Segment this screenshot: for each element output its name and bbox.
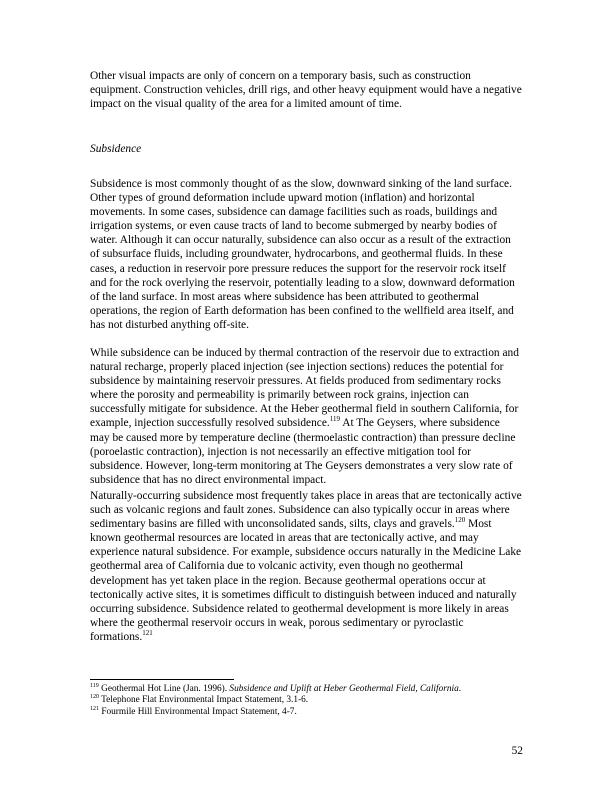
footnote-number: 121 [90, 705, 99, 712]
footnote-ref-120: 120 [454, 516, 466, 525]
page-number: 52 [511, 745, 523, 757]
footnote-number: 119 [90, 683, 99, 689]
footnote-title: Subsidence and Uplift at Heber Geothermal Field, California [229, 684, 459, 694]
paragraph-2-part-2: At The Geysers, where subsidence may be caused more by temperature decline (thermoelastic contraction) than pressure decline (poroelastic contraction), injection is not necessarily an effective mitigation tool for subsidence. However, long-term monitoring at The Geysers demonstrates a very slow rate of subsidence that has no direct environmental impact. [90, 417, 516, 486]
paragraph-3-part-2: Most known geothermal resources are located in areas that are tectonically active, and may experience natural subsidence. For example, subsidence occurs naturally in the Medicine Lake geothermal area of California due to volcanic activity, even though no geothermal development has yet taken place in the region. Because geothermal operations occur at tectonically active sites, it is sometimes difficult to distinguish between induced and naturally occurring subsidence. Subsidence related to geothermal development is more likely in areas where the geothermal reservoir occurs in weak, porous sedimentary or pyroclastic formations. [90, 518, 522, 643]
paragraph-1-text: Subsidence is most commonly thought of as the slow, downward sinking of the land surface. Other types of ground deformation include upward motion (inflation) and horizontal movements. In some cases, subsidence can damage facilities such as roads, buildings and irrigation systems, or even cause tracts of land to become submerged by nearby bodies of water. Although it can occur naturally, subsidence can also occur as a result of the extraction of subsurface fluids, including groundwater, hydrocarbons, and geothermal fluids. In these cases, a reduction in reservoir pore pressure reduces the support for the reservoir rock itself and for the rock overlying the reservoir, potentially leading to a slow, downward deformation of the land surface. In most areas where subsidence has been attributed to geothermal operations, the region of Earth deformation has been confined to the wellfield area itself, and has not disturbed anything off-site. [90, 178, 515, 331]
footnote-119 [90, 684, 530, 695]
intro-paragraph [90, 69, 522, 111]
footnote-end: . [458, 684, 462, 694]
section-heading: Subsidence [90, 143, 142, 155]
paragraph-2-part-1: While subsidence can be induced by thermal contraction of the reservoir due to extraction and natural recharge, properly placed injection (see injection sections) reduces the potential for subsidence by maintaining reservoir pressures. At fields produced from sedimentary rocks where the porosity and permeability is primarily between rock grains, injection can successfully mitigate for subsidence. At the Heber geothermal field in southern California, for example, injection successfully resolved subsidence. [90, 347, 519, 430]
intro-text: Other visual impacts are only of concern on a temporary basis, such as construction equipment. Construction vehicles, drill rigs, and other heavy equipment would have a negative impact on the visual quality of the area for a limited amount of time. [90, 70, 522, 111]
footnote-number: 120 [90, 694, 99, 701]
footnotes [90, 684, 530, 718]
footnote-120 [90, 695, 530, 706]
footnote-divider [90, 679, 234, 680]
footnote-text: Geothermal Hot Line (Jan. 1996). [98, 684, 230, 694]
subsidence-paragraph-3 [90, 489, 522, 644]
subsidence-paragraph-1 [90, 177, 522, 332]
subsidence-paragraph-2 [90, 346, 522, 487]
footnote-text: Fourmile Hill Environmental Impact Statement, 4-7. [99, 706, 297, 717]
footnote-ref-121: 121 [142, 628, 153, 637]
paragraph-3-text [90, 489, 522, 644]
footnote-ref-119: 119 [329, 415, 341, 424]
footnote-121 [90, 707, 530, 718]
paragraph-2-text [90, 346, 522, 487]
paragraph-3-part-1: Naturally-occurring subsidence most frequently takes place in areas that are tectonically active such as volcanic regions and fault zones. Subsidence can also typically occur in areas where sedimentary basins are filled with unconsolidated sands, silts, clays and gravels. [90, 490, 522, 531]
footnote-text: Telephone Flat Environmental Impact Statement, 3.1-6. [99, 695, 309, 706]
